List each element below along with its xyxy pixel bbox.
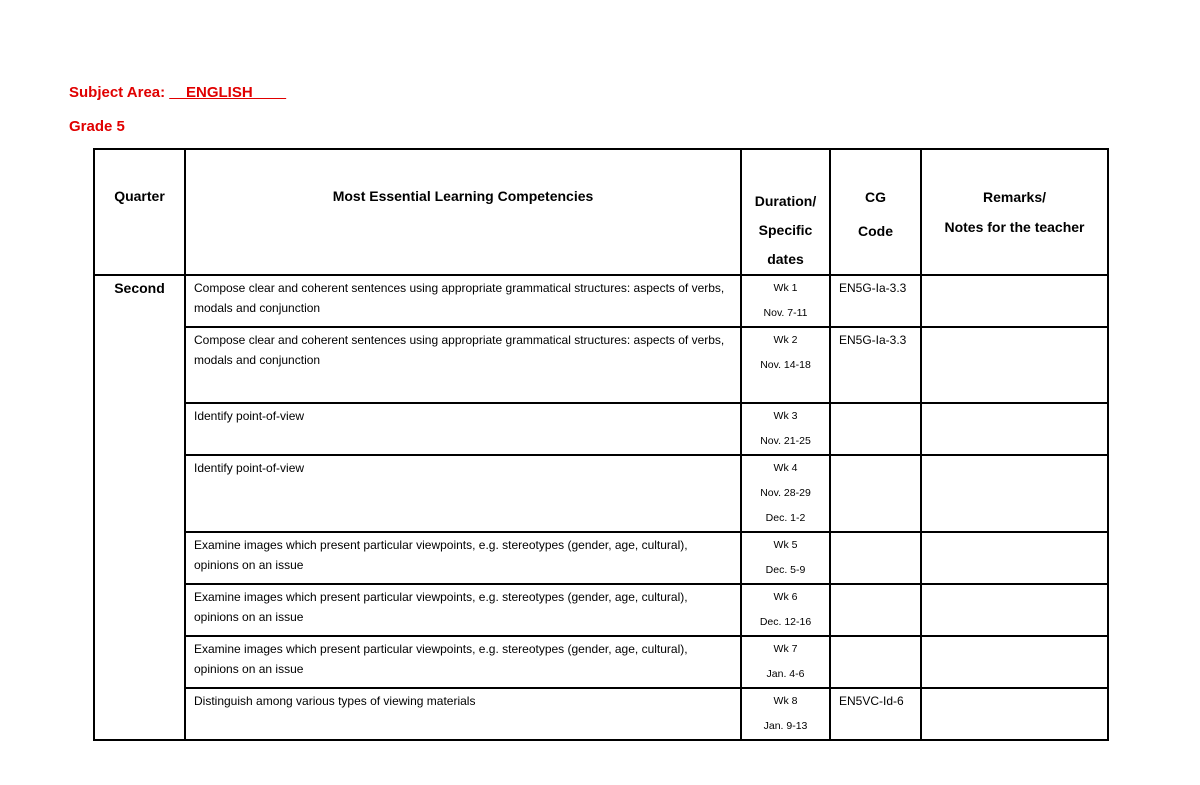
grade-heading: Grade 5 xyxy=(69,118,125,135)
table-row xyxy=(94,532,1108,584)
remarks-column-header xyxy=(921,149,1108,275)
remarks-cell xyxy=(921,327,1108,403)
date-range: Dec. 12-16 xyxy=(759,616,812,628)
remarks-cell xyxy=(921,532,1108,584)
remarks-cell xyxy=(921,584,1108,636)
table-row xyxy=(94,327,1108,403)
week-label: Wk 8 xyxy=(773,695,798,707)
duration-cell xyxy=(741,688,830,740)
table-row xyxy=(94,403,1108,455)
cg-code-cell: EN5G-Ia-3.3 xyxy=(830,327,921,403)
cg-code-cell xyxy=(830,532,921,584)
duration-cell xyxy=(741,455,830,532)
duration-cell xyxy=(741,327,830,403)
subject-area-value: __ENGLISH____ xyxy=(169,84,287,101)
week-label: Wk 4 xyxy=(773,462,798,474)
week-label: Wk 1 xyxy=(773,282,798,294)
duration-cell xyxy=(741,403,830,455)
week-label: Wk 6 xyxy=(773,591,798,603)
melc-table xyxy=(93,148,1109,741)
duration-cell xyxy=(741,584,830,636)
cg-code-cell: EN5G-Ia-3.3 xyxy=(830,275,921,327)
subject-area-label: Subject Area: xyxy=(69,84,166,101)
date-range: Nov. 28-29 xyxy=(760,487,811,499)
duration-cell xyxy=(741,275,830,327)
subject-area-heading xyxy=(69,84,286,101)
date-range: Nov. 21-25 xyxy=(760,435,811,447)
duration-header-line: Duration/ xyxy=(754,193,817,209)
competency-cell: Compose clear and coherent sentences using appropriate grammatical structures: aspects of verbs, modals and conjunction xyxy=(185,275,741,327)
quarter-column-header: Quarter xyxy=(94,149,185,275)
cg-header-line: CG xyxy=(865,189,886,205)
competency-cell: Examine images which present particular viewpoints, e.g. stereotypes (gender, age, cultural), opinions on an issue xyxy=(185,532,741,584)
competency-cell: Examine images which present particular viewpoints, e.g. stereotypes (gender, age, cultural), opinions on an issue xyxy=(185,584,741,636)
table-row xyxy=(94,275,1108,327)
remarks-cell xyxy=(921,455,1108,532)
remarks-header-line: Remarks/ xyxy=(982,189,1047,205)
week-label: Wk 5 xyxy=(773,539,798,551)
date-range: Dec. 5-9 xyxy=(765,564,806,576)
remarks-cell xyxy=(921,403,1108,455)
competency-cell: Examine images which present particular viewpoints, e.g. stereotypes (gender, age, cultural), opinions on an issue xyxy=(185,636,741,688)
duration-column-header xyxy=(741,149,830,275)
competency-cell: Compose clear and coherent sentences using appropriate grammatical structures: aspects of verbs, modals and conjunction xyxy=(185,327,741,403)
date-range: Jan. 4-6 xyxy=(766,668,805,680)
remarks-header-line: Notes for the teacher xyxy=(944,219,1085,235)
table-row xyxy=(94,455,1108,532)
competency-cell: Identify point-of-view xyxy=(185,403,741,455)
cg-code-cell xyxy=(830,403,921,455)
duration-header-line: Specific xyxy=(758,222,813,238)
table-row xyxy=(94,584,1108,636)
cg-code-cell: EN5VC-Id-6 xyxy=(830,688,921,740)
date-range: Dec. 1-2 xyxy=(765,512,806,524)
duration-header-line: dates xyxy=(767,251,804,267)
table-row xyxy=(94,688,1108,740)
cg-code-cell xyxy=(830,455,921,532)
date-range: Nov. 14-18 xyxy=(760,359,811,371)
quarter-cell: Second xyxy=(94,275,185,740)
competency-cell: Identify point-of-view xyxy=(185,455,741,532)
cg-code-cell xyxy=(830,584,921,636)
week-label: Wk 2 xyxy=(773,334,798,346)
cg-code-cell xyxy=(830,636,921,688)
cg-header-line: Code xyxy=(858,223,893,239)
remarks-cell xyxy=(921,688,1108,740)
date-range: Jan. 9-13 xyxy=(763,720,808,732)
remarks-cell xyxy=(921,275,1108,327)
competency-column-header: Most Essential Learning Competencies xyxy=(185,149,741,275)
duration-cell xyxy=(741,532,830,584)
remarks-cell xyxy=(921,636,1108,688)
cg-code-column-header xyxy=(830,149,921,275)
date-range: Nov. 7-11 xyxy=(763,307,808,319)
week-label: Wk 3 xyxy=(773,410,798,422)
table-row xyxy=(94,636,1108,688)
competency-cell: Distinguish among various types of viewing materials xyxy=(185,688,741,740)
duration-cell xyxy=(741,636,830,688)
week-label: Wk 7 xyxy=(773,643,798,655)
header-row xyxy=(94,149,1108,275)
